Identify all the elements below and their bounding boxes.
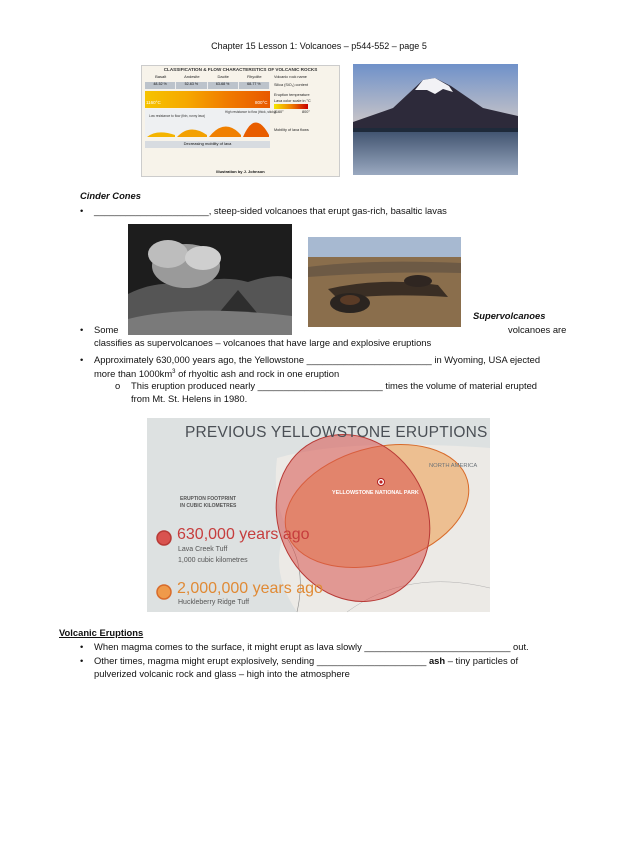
temperature-gradient bbox=[145, 91, 270, 108]
eruption-bullet-2-line-2: pulverized volcanic rock and glass – high into the atmosphere bbox=[94, 668, 350, 679]
cinder-cones-heading: Cinder Cones bbox=[80, 190, 141, 201]
chart-credit: Illustration by J. Johnson bbox=[216, 169, 265, 174]
cinder-cone-aerial-photo bbox=[308, 237, 461, 327]
yellowstone-eruptions-map bbox=[147, 418, 490, 612]
row-label-mobility: Mobility of lava flows bbox=[274, 128, 309, 132]
page-header: Chapter 15 Lesson 1: Volcanoes – p544-552 – page 5 bbox=[211, 41, 427, 51]
volcanic-eruptions-heading: Volcanic Eruptions bbox=[59, 627, 144, 638]
lava-flow-profile bbox=[145, 109, 277, 137]
temp-low: 800°C bbox=[255, 100, 268, 105]
north-america-label: NORTH AMERICA bbox=[429, 463, 478, 469]
st-helens-text-1: This eruption produced nearly ________________________ times the volume of material erupted bbox=[131, 380, 538, 391]
eruption-2-name: Huckleberry Ridge Tuff bbox=[178, 599, 250, 606]
scale-low: 800° bbox=[302, 110, 310, 114]
sub-bullet-marker: o bbox=[115, 380, 121, 391]
bullet-icon: • bbox=[80, 354, 84, 365]
eruption-bullet-2-post: – tiny particles of bbox=[445, 655, 519, 666]
legend-red-marker bbox=[157, 531, 171, 545]
yellowstone-text-2-pre: more than 1000km bbox=[94, 368, 173, 380]
yellowstone-text-2-post: of rhyoltic ash and rock in one eruption bbox=[175, 368, 340, 380]
bullet-icon: • bbox=[80, 655, 84, 666]
mobility-arrow: Decreasing mobility of lava bbox=[145, 141, 270, 148]
eruption-bullet-2-line-1 bbox=[94, 655, 518, 668]
supervolcanoes-heading: Supervolcanoes bbox=[473, 310, 546, 321]
some-text-end: volcanoes are bbox=[508, 324, 567, 335]
legend-orange-marker bbox=[157, 585, 171, 599]
mount-fuji-photo bbox=[353, 64, 518, 175]
row-label-scale: Lava color scale in °C bbox=[274, 99, 311, 103]
temp-high: 1160°C bbox=[146, 100, 161, 105]
bullet-icon: • bbox=[80, 324, 84, 335]
row-label-temp: Eruption temperature bbox=[274, 93, 310, 97]
cinder-bullet-text: ______________________, steep-sided volcanoes that erupt gas-rich, basaltic lavas bbox=[94, 205, 447, 216]
silica-basalt: 48-52 % bbox=[145, 82, 176, 89]
rock-basalt: Basalt bbox=[155, 74, 167, 79]
low-resistance-note: Low resistance to flow (thin, runny lava) bbox=[149, 114, 205, 118]
high-resistance-note: High resistance to flow (thick, sticky) bbox=[225, 110, 277, 114]
ash-term: ash bbox=[428, 655, 446, 666]
eruption-photo bbox=[128, 224, 292, 335]
yellowstone-text-2-sup: 3 bbox=[172, 369, 176, 375]
eruption-2-years: 2,000,000 years ago bbox=[177, 580, 323, 597]
row-label-rock: Volcanic rock name bbox=[274, 75, 307, 79]
footprint-label-1: ERUPTION FOOTPRINT bbox=[180, 496, 237, 502]
rock-dacite: Dacite bbox=[217, 74, 229, 79]
rock-rhyolite: Rhyolite bbox=[247, 74, 262, 79]
some-text: Some bbox=[94, 324, 119, 335]
silica-dacite: 63-68 % bbox=[208, 82, 239, 89]
some-text-continued: classifies as supervolcanoes – volcanoes that have large and explosive eruptions bbox=[94, 337, 432, 348]
silica-andesite: 52-63 % bbox=[176, 82, 207, 89]
yellowstone-text-2 bbox=[94, 366, 339, 381]
eruption-1-volume: 1,000 cubic kilometres bbox=[178, 557, 248, 564]
silica-rhyolite: 68-77 % bbox=[239, 82, 270, 89]
rock-andesite: Andesite bbox=[184, 74, 200, 79]
park-label: YELLOWSTONE NATIONAL PARK bbox=[332, 490, 419, 496]
eruption-bullet-1-text: When magma comes to the surface, it might erupt as lava slowly ____________________________ out. bbox=[94, 641, 529, 652]
color-scale-bar bbox=[274, 104, 308, 109]
map-title: PREVIOUS YELLOWSTONE ERUPTIONS bbox=[185, 424, 488, 441]
bullet-icon: • bbox=[80, 205, 84, 216]
chart-title: CLASSIFICATION & FLOW CHARACTERISTICS OF VOLCANIC ROCKS bbox=[163, 67, 318, 72]
lava-classification-chart bbox=[141, 65, 340, 177]
yellowstone-text-1: Approximately 630,000 years ago, the Yellowstone ________________________ in Wyoming, USA ejected bbox=[94, 354, 541, 365]
row-label-silica: Silica (SiO₂) content bbox=[274, 83, 308, 87]
st-helens-text-2: from Mt. St. Helens in 1980. bbox=[131, 393, 248, 404]
eruption-1-name: Lava Creek Tuff bbox=[178, 546, 228, 553]
footprint-label bbox=[180, 496, 236, 510]
scale-high: 1160° bbox=[274, 110, 284, 114]
bullet-icon: • bbox=[80, 641, 84, 652]
eruption-bullet-2-pre: Other times, magma might erupt explosively, sending _____________________ bbox=[94, 655, 427, 666]
footprint-label-2: IN CUBIC KILOMETRES bbox=[180, 503, 237, 509]
eruption-1-years: 630,000 years ago bbox=[177, 526, 310, 543]
